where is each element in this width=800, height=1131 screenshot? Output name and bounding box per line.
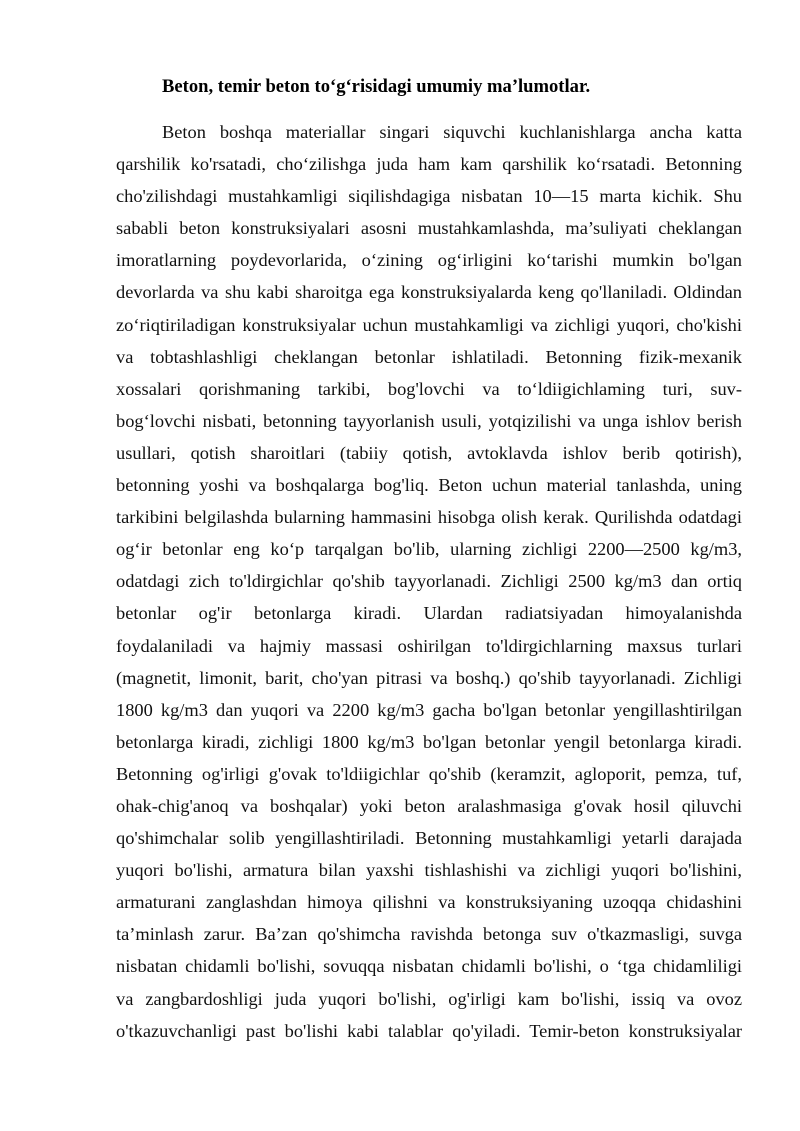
body-line-27: nisbatan chidamli bo'lishi, sovuqqa nisbatan chidamli bo'lishi, o ‘tga chidamliligi	[116, 956, 742, 977]
document-heading: Beton, temir beton to‘g‘risidagi umumiy ma’lumotlar.	[162, 76, 591, 97]
body-line-25: armaturani zanglashdan himoya qilishni va konstruksiyaning uzoqqa chidashini	[116, 892, 742, 913]
body-line-22: ohak-chig'anoq va boshqalar) yoki beton aralashmasiga g'ovak hosil qiluvchi	[116, 795, 742, 816]
body-line-9: xossalari qorishmaning tarkibi, bog'lovchi va to‘ldiigichlaming turi, suv-	[116, 378, 742, 399]
body-line-7: zo‘riqtiriladigan konstruksiyalar uchun mustahkamligi va zichligi yuqori, cho'kishi	[116, 314, 742, 335]
body-line-18: (magnetit, limonit, barit, cho'yan pitrasi va boshq.) qo'shib tayyorlanadi. Zichligi	[116, 667, 742, 688]
body-line-24: yuqori bo'lishi, armatura bilan yaxshi tishlashishi va zichligi yuqori bo'lishini,	[116, 860, 742, 881]
body-line-8: va tobtashlashligi cheklangan betonlar ishlatiladi. Betonning fizik-mexanik	[116, 346, 742, 367]
body-line-3: cho'zilishdagi mustahkamligi siqilishdagiga nisbatan 10—15 marta kichik. Shu	[116, 186, 742, 207]
body-line-12: betonning yoshi va boshqalarga bog'liq. Beton uchun material tanlashda, uning	[116, 475, 742, 496]
body-line-19: 1800 kg/m3 dan yuqori va 2200 kg/m3 gacha bo'lgan betonlar yengillashtirilgan	[116, 699, 742, 720]
body-line-11: usullari, qotish sharoitlari (tabiiy qotish, avtoklavda ishlov berib qotirish),	[116, 442, 742, 463]
body-line-26: ta’minlash zarur. Ba’zan qo'shimcha ravishda betonga suv o'tkazmasligi, suvga	[116, 924, 742, 945]
body-line-6: devorlarda va shu kabi sharoitga ega konstruksiyalarda keng qo'llaniladi. Oldindan	[116, 282, 742, 303]
body-line-28: va zangbardoshligi juda yuqori bo'lishi, og'irligi kam bo'lishi, issiq va ovoz	[116, 988, 742, 1009]
body-line-5: imoratlarning poydevorlarida, o‘zining og‘irligini ko‘tarishi mumkin bo'lgan	[116, 250, 742, 271]
body-line-14: og‘ir betonlar eng ko‘p tarqalgan bo'lib, ularning zichligi 2200—2500 kg/m3,	[116, 539, 742, 560]
body-line-13: tarkibini belgilashda bularning hammasini hisobga olish kerak. Qurilishda odatdagi	[116, 507, 742, 528]
body-line-20: betonlarga kiradi, zichligi 1800 kg/m3 bo'lgan betonlar yengil betonlarga kiradi.	[116, 731, 742, 752]
body-line-23: qo'shimchalar solib yengillashtiriladi. Betonning mustahkamligi yetarli darajada	[116, 828, 742, 849]
body-line-15: odatdagi zich to'ldirgichlar qo'shib tayyorlanadi. Zichligi 2500 kg/m3 dan ortiq	[116, 571, 742, 592]
body-line-4: sababli beton konstruksiyalari asosni mustahkamlashda, ma’suliyati cheklangan	[116, 218, 742, 239]
document-body	[116, 116, 742, 1047]
body-line-2: qarshilik ko'rsatadi, cho‘zilishga juda ham kam qarshilik ko‘rsatadi. Betonning	[116, 154, 742, 175]
body-line-21: Betonning og'irligi g'ovak to'ldiigichlar qo'shib (keramzit, agloporit, pemza, tuf,	[116, 763, 742, 784]
body-line-29: o'tkazuvchanligi past bo'lishi kabi talablar qo'yiladi. Temir-beton konstruksiyalar	[116, 1020, 742, 1041]
body-line-10: bog‘lovchi nisbati, betonning tayyorlanish usuli, yotqizilishi va unga ishlov berish	[116, 410, 742, 431]
body-line-1: Beton boshqa materiallar singari siquvchi kuchlanishlarga ancha katta	[162, 122, 742, 142]
body-line-17: foydalaniladi va hajmiy massasi oshirilgan to'ldirgichlarning maxsus turlari	[116, 635, 742, 656]
body-line-16: betonlar og'ir betonlarga kiradi. Ulardan radiatsiyadan himoyalanishda	[116, 603, 742, 624]
